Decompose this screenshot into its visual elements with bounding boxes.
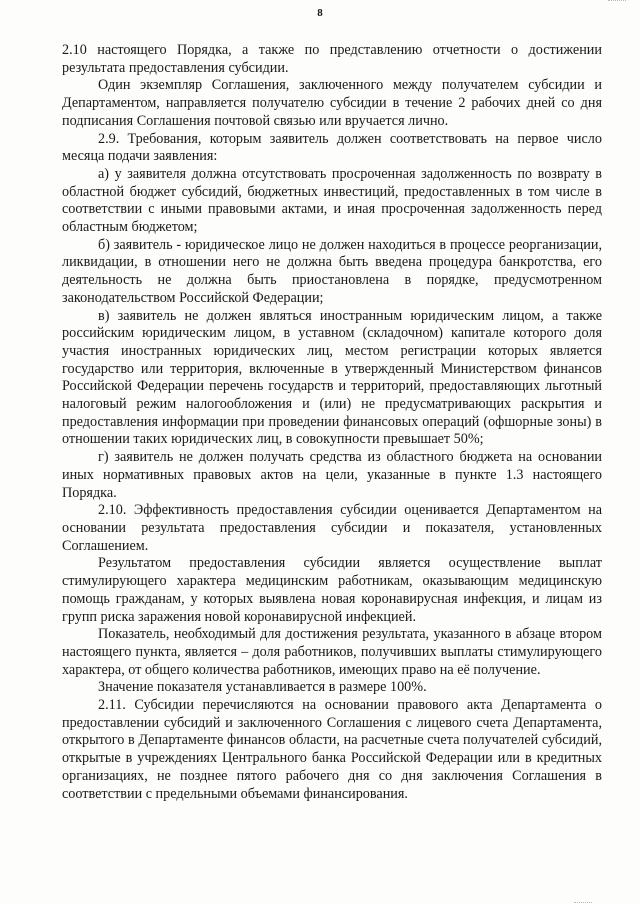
paragraph-indicator-value: Значение показателя устанавливается в размере 100%. (98, 679, 427, 696)
paragraph-2-9-b: б) заявитель - юридическое лицо не должен находиться в процессе реорганизации, ликвидации, в отношении него не должна быть введена процедура банкротства, его деятельность не должна быть приостановлена в порядке, предусмотренном законодательством Российской Федерации; (62, 236, 602, 306)
paragraph-2-9-requirements: 2.9. Требования, которым заявитель должен соответствовать на первое число месяца подачи заявления: (62, 130, 602, 165)
paragraph-2-9-a: а) у заявителя должна отсутствовать просроченная задолженность по возврату в областной бюджет субсидий, бюджетных инвестиций, предоставленных в том числе в соответствии с иными правовыми актами, и иная просроченная задолженность перед областным бюджетом; (62, 165, 602, 236)
scan-artifact (608, 0, 626, 3)
paragraph-2-11-transfer: 2.11. Субсидии перечисляются на основании правового акта Департамента о предоставлении субсидий и заключенного Соглашения с лицевого счета Департамента, открытого в Департаменте финансов области, на расчетные счета получателей субсидий, открытые в учреждениях Центрального банка Российской Федерации или в кредитных организациях, не позднее пятого рабочего дня со дня заключения Соглашения в соответствии с предельными объемами финансирования. (62, 697, 602, 802)
paragraph-2-10-efficiency: 2.10. Эффективность предоставления субсидии оценивается Департаментом на основании результата предоставления субсидии и показателя, установленных Соглашением. (62, 502, 602, 554)
paragraph-2-9-v: в) заявитель не должен являться иностранным юридическим лицом, а также российским юридическим лицом, в уставном (складочном) капитале которого доля участия иностранных юридических лиц, местом регистрации которых является государство или территория, включенные в утвержденный Министерством финансов Российской Федерации перечень государств и территорий, предоставляющих льготный налоговый режим налогообложения и (или) не предусматривающих раскрытия и предоставления информации при проведении финансовых операций (офшорные зоны) в отношении таких юридических лиц, в совокупности превышает 50%; (62, 307, 602, 448)
page-number: 8 (317, 7, 323, 19)
paragraph-indicator: Показатель, необходимый для достижения результата, указанного в абзаце втором настоящего пункта, является – доля работников, получивших выплаты стимулирующего характера, от общего количества работников, имеющих право на её получение. (62, 626, 602, 678)
paragraph-agreement-copy: Один экземпляр Соглашения, заключенного между получателем субсидии и Департаментом, направляется получателю субсидии в течение 2 рабочих дней со дня подписания Соглашения почтовой связью или вручается лично. (62, 77, 602, 129)
document-body (62, 42, 602, 803)
paragraph-2-10-continuation: 2.10 настоящего Порядка, а также по представлению отчетности о достижении результата предоставления субсидии. (62, 42, 602, 76)
paragraph-result: Результатом предоставления субсидии является осуществление выплат стимулирующего характера медицинским работникам, оказывающим медицинскую помощь гражданам, у которых выявлена новая коронавирусная инфекция, и лицам из групп риска заражения новой коронавирусной инфекцией. (62, 555, 602, 625)
paragraph-2-9-g: г) заявитель не должен получать средства из областного бюджета на основании иных нормативных правовых актов на цели, указанные в пункте 1.3 настоящего Порядка. (62, 449, 602, 501)
